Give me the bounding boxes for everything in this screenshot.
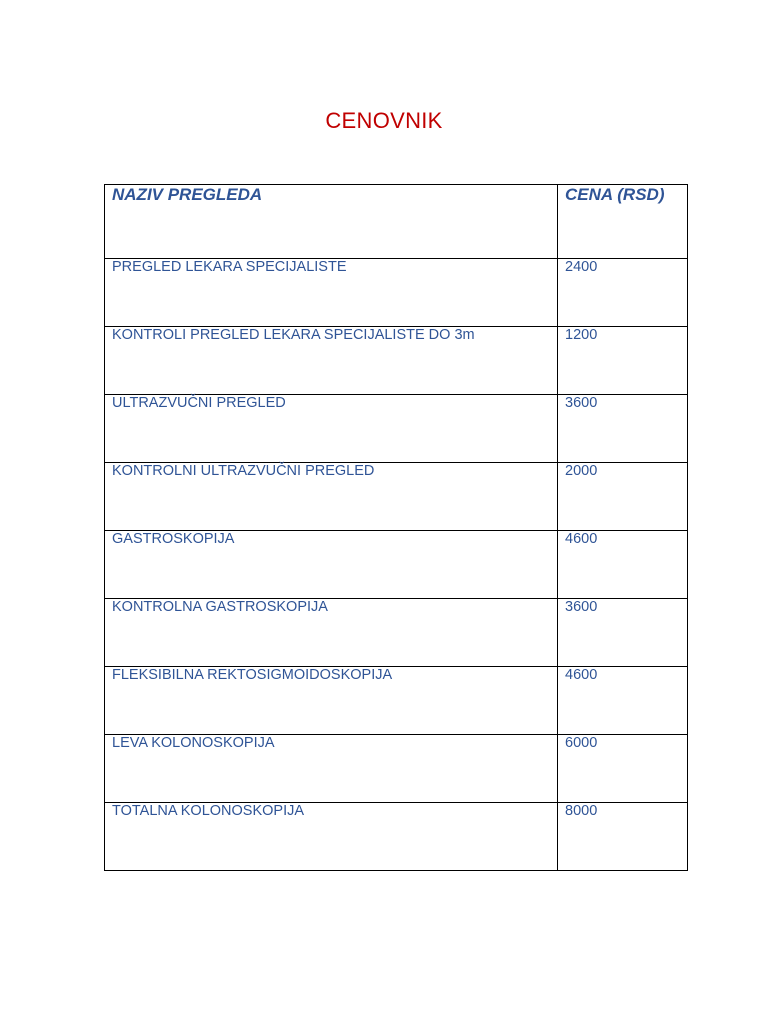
- table-row: [105, 463, 688, 531]
- exam-name-cell: PREGLED LEKARA SPECIJALISTE: [105, 259, 558, 327]
- exam-name-cell: TOTALNA KOLONOSKOPIJA: [105, 803, 558, 871]
- exam-name-cell: GASTROSKOPIJA: [105, 531, 558, 599]
- price-cell: 8000: [558, 803, 688, 871]
- table-row: [105, 327, 688, 395]
- price-cell: 4600: [558, 667, 688, 735]
- exam-name-cell: ULTRAZVUČNI PREGLED: [105, 395, 558, 463]
- exam-name-cell: KONTROLI PREGLED LEKARA SPECIJALISTE DO 3m: [105, 327, 558, 395]
- table-header-row: [105, 185, 688, 259]
- exam-name-cell: KONTROLNA GASTROSKOPIJA: [105, 599, 558, 667]
- price-cell: 1200: [558, 327, 688, 395]
- table-row: [105, 667, 688, 735]
- exam-name-cell: FLEKSIBILNA REKTOSIGMOIDOSKOPIJA: [105, 667, 558, 735]
- table-row: [105, 735, 688, 803]
- column-header-name: NAZIV PREGLEDA: [105, 185, 558, 259]
- price-cell: 6000: [558, 735, 688, 803]
- exam-name-cell: LEVA KOLONOSKOPIJA: [105, 735, 558, 803]
- price-table: [104, 184, 688, 871]
- price-cell: 3600: [558, 395, 688, 463]
- table-row: [105, 395, 688, 463]
- price-cell: 3600: [558, 599, 688, 667]
- price-cell: 4600: [558, 531, 688, 599]
- table-row: [105, 599, 688, 667]
- exam-name-cell: KONTROLNI ULTRAZVUČNI PREGLED: [105, 463, 558, 531]
- column-header-price: CENA (RSD): [558, 185, 688, 259]
- table-row: [105, 803, 688, 871]
- price-cell: 2000: [558, 463, 688, 531]
- table-row: [105, 531, 688, 599]
- price-cell: 2400: [558, 259, 688, 327]
- table-row: [105, 259, 688, 327]
- page-title: CENOVNIK: [325, 108, 443, 133]
